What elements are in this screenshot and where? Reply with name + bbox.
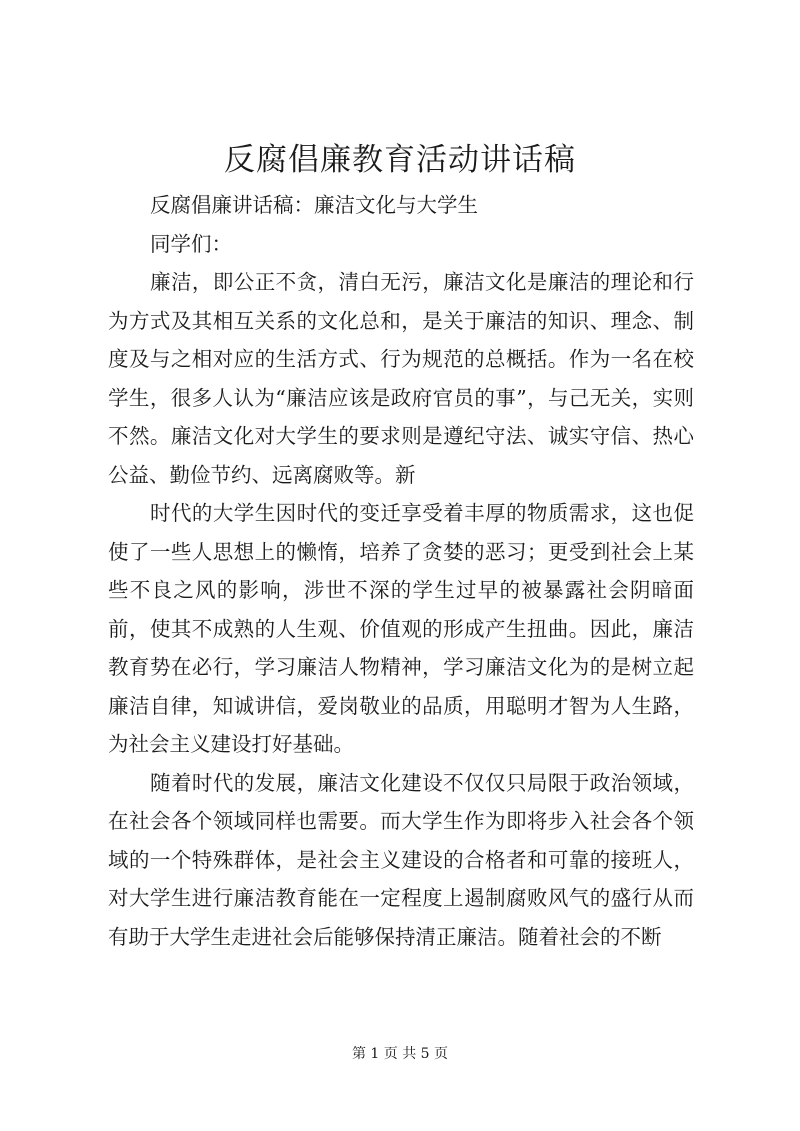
- body-paragraph-3: 随着时代的发展，廉洁文化建设不仅仅只局限于政治领域，在社会各个领域同样也需要。而大学生作为即将步入社会各个领域的一个特殊群体，是社会主义建设的合格者和可靠的接班人，对大学生进行廉洁教育能在一定程度上遏制腐败风气的盛行从而有助于大学生走进社会后能够保持清正廉洁。随着社会的不断: [108, 770, 694, 949]
- subtitle-line: 反腐倡廉讲话稿：廉洁文化与大学生: [150, 193, 478, 217]
- body-paragraph-1: 廉洁，即公正不贪，清白无污，廉洁文化是廉洁的理论和行为方式及其相互关系的文化总和，是关于廉洁的知识、理念、制度及与之相对应的生活方式、行为规范的总概括。作为一名在校学生，很多人认为“廉洁应该是政府官员的事”，与己无关，实则不然。廉洁文化对大学生的要求则是遵纪守法、诚实守信、热心公益、勤俭节约、远离腐败等。新: [108, 270, 694, 487]
- body-paragraph-2: 时代的大学生因时代的变迁享受着丰厚的物质需求，这也促使了一些人思想上的懒惰，培养了贪婪的恶习；更受到社会上某些不良之风的影响，涉世不深的学生过早的被暴露社会阴暗面前，使其不成熟的人生观、价值观的形成产生扭曲。因此，廉洁教育势在必行，学习廉洁人物精神，学习廉洁文化为的是树立起廉洁自律，知诚讲信，爱岗敬业的品质，用聪明才智为人生路，为社会主义建设打好基础。: [108, 501, 694, 756]
- document-title: 反腐倡廉教育活动讲话稿: [224, 142, 576, 178]
- greeting-line: 同学们：: [150, 231, 232, 256]
- document-body: [108, 186, 694, 956]
- page-footer: 第 1 页 共 5 页: [351, 1046, 449, 1062]
